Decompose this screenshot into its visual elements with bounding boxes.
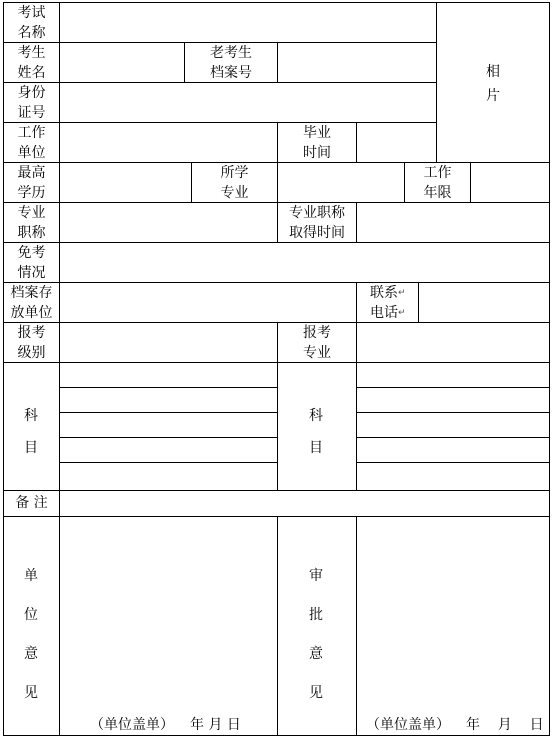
highest-education-label: 最高 学历 [17,165,46,201]
apply-major-label: 报考 专业 [303,325,331,361]
work-unit-label: 工作 单位 [17,125,46,161]
apply-major-field[interactable] [357,323,549,362]
work-unit-field[interactable] [60,123,277,162]
approval-opinion-field[interactable] [357,517,549,712]
title-obtained-time-field[interactable] [357,203,549,242]
exam-name-field[interactable] [60,3,436,42]
approval-opinion-label: 审 批 意 见 [309,568,323,701]
old-candidate-file-no-label: 老考生 档案号 [210,45,252,81]
graduation-time-field[interactable] [357,123,436,162]
remarks-field[interactable] [60,491,549,516]
subjects-right-field[interactable] [357,363,549,490]
professional-title-label: 专业 职称 [17,205,46,241]
date-right: 年 月 日 [466,717,544,733]
id-no-label: 身份 证号 [17,85,46,121]
unit-opinion-label: 单 位 意 见 [24,568,38,701]
work-years-field[interactable] [471,163,549,202]
unit-opinion-field[interactable] [60,517,277,712]
candidate-name-field[interactable] [60,43,184,82]
file-storage-unit-label: 档案存 放单位 [10,285,53,321]
candidate-name-label: 考生 姓名 [17,45,46,81]
apply-level-label: 报考 级别 [17,325,46,361]
exam-name-label: 考试 名称 [17,5,46,41]
apply-level-field[interactable] [60,323,277,362]
date-left: 年 月 日 [190,717,241,733]
return-mark-icon: ↵ [398,308,406,318]
unit-seal-right: （单位盖单） [366,717,450,733]
title-obtained-time-label: 专业职称 取得时间 [289,205,345,241]
rule-right [549,2,550,736]
subjects-left-label: 科 目 [24,408,38,456]
major-studied-field[interactable] [278,163,404,202]
photo-box[interactable] [437,3,549,162]
major-studied-label: 所学 专业 [220,165,249,201]
highest-education-field[interactable] [60,163,191,202]
rule [277,516,278,736]
file-storage-unit-field[interactable] [60,283,356,322]
subjects-right-label: 科 目 [309,408,323,456]
photo-label: 相 片 [486,64,500,104]
exam-exemption-label: 免考 情况 [17,245,46,281]
unit-seal-left: （单位盖单） [90,717,174,733]
remarks-label: 备 注 [15,495,48,511]
return-mark-icon: ↵ [398,288,406,298]
contact-phone-label: 联系↵ 电话↵ [370,285,406,321]
old-candidate-file-no-field[interactable] [278,43,436,82]
professional-title-field[interactable] [60,203,277,242]
contact-phone-field[interactable] [419,283,549,322]
exam-exemption-field[interactable] [60,243,549,282]
work-years-label: 工作 年限 [423,165,452,201]
graduation-time-label: 毕业 时间 [303,125,331,161]
rule [356,282,357,323]
id-no-field[interactable] [60,83,436,122]
subjects-left-field[interactable] [60,363,277,490]
